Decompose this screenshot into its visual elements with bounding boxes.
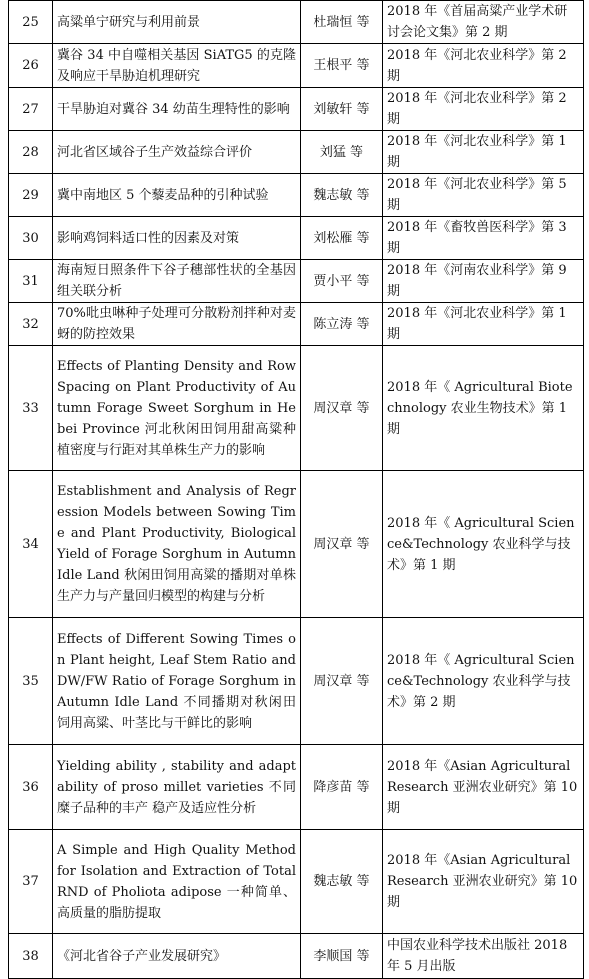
entry-source: 2018 年《Asian Agricultural Research 亚洲农业研究》第 10 期 [383,745,584,830]
entry-title: 干旱胁迫对冀谷 34 幼苗生理特性的影响 [53,88,301,131]
table-row [9,745,584,830]
entry-author: 刘敏轩 等 [301,88,383,131]
entry-source: 2018 年《河北农业科学》第 2 期 [383,44,584,88]
table-row [9,618,584,745]
entry-number: 35 [9,618,53,745]
table-row [9,88,584,131]
entry-source: 2018 年《 Agricultural Biotechnology 农业生物技术》第 1 期 [383,346,584,471]
table-row [9,174,584,217]
entry-title: 冀中南地区 5 个藜麦品种的引种试验 [53,174,301,217]
entry-author: 李顺国 等 [301,934,383,979]
entry-number: 26 [9,44,53,88]
table-row [9,303,584,346]
entry-number: 36 [9,745,53,830]
publication-table [8,0,584,979]
entry-title: 冀谷 34 中自噬相关基因 SiATG5 的克隆及响应干旱胁迫机理研究 [53,44,301,88]
entry-author: 贾小平 等 [301,260,383,303]
table-row [9,830,584,934]
entry-title: 海南短日照条件下谷子穗部性状的全基因组关联分析 [53,260,301,303]
entry-author: 周汉章 等 [301,618,383,745]
entry-title: 70%吡虫啉种子处理可分散粉剂拌种对麦蚜的防控效果 [53,303,301,346]
entry-number: 27 [9,88,53,131]
table-row [9,44,584,88]
entry-source: 2018 年《Asian Agricultural Research 亚洲农业研究》第 10 期 [383,830,584,934]
entry-number: 32 [9,303,53,346]
table-row [9,217,584,260]
entry-author: 魏志敏 等 [301,174,383,217]
entry-number: 29 [9,174,53,217]
entry-author: 刘松雁 等 [301,217,383,260]
publication-table-body [9,1,584,979]
entry-author: 王根平 等 [301,44,383,88]
entry-author: 降彦苗 等 [301,745,383,830]
table-row [9,934,584,979]
entry-number: 25 [9,1,53,44]
entry-number: 33 [9,346,53,471]
entry-number: 31 [9,260,53,303]
entry-author: 魏志敏 等 [301,830,383,934]
entry-title: Effects of Planting Density and Row Spacing on Plant Productivity of Autumn Forage Sweet Sorghum in Hebei Province 河北秋闲田饲用甜高粱种植密度与行距对其单株生产力的影响 [53,346,301,471]
entry-source: 2018 年《首届高粱产业学术研讨会论文集》第 2 期 [383,1,584,44]
entry-number: 30 [9,217,53,260]
entry-title: 高粱单宁研究与利用前景 [53,1,301,44]
entry-source: 2018 年《河北农业科学》第 1 期 [383,131,584,174]
entry-title: 影响鸡饲料适口性的因素及对策 [53,217,301,260]
entry-number: 28 [9,131,53,174]
entry-title: Effects of Different Sowing Times on Plant height, Leaf Stem Ratio and DW/FW Ratio of Forage Sorghum in Autumn Idle Land 不同播期对秋闲田饲用高粱、叶茎比与干鲜比的影响 [53,618,301,745]
entry-title: 河北省区域谷子生产效益综合评价 [53,131,301,174]
entry-source: 2018 年《 Agricultural Science&Technology 农业科学与技术》第 2 期 [383,618,584,745]
entry-source: 2018 年《河北农业科学》第 2 期 [383,88,584,131]
entry-title: A Simple and High Quality Method for Isolation and Extraction of Total RND of Pholiota adipose 一种简单、高质量的脂肪提取 [53,830,301,934]
entry-author: 周汉章 等 [301,471,383,618]
entry-source: 2018 年《 Agricultural Science&Technology 农业科学与技术》第 1 期 [383,471,584,618]
table-row [9,260,584,303]
entry-source: 2018 年《畜牧兽医科学》第 3 期 [383,217,584,260]
entry-title: Yielding ability , stability and adaptability of proso millet varieties 不同糜子品种的丰产 稳产及适应性分析 [53,745,301,830]
table-row [9,131,584,174]
entry-author: 陈立涛 等 [301,303,383,346]
entry-title: 《河北省谷子产业发展研究》 [53,934,301,979]
entry-author: 刘猛 等 [301,131,383,174]
entry-source: 中国农业科学技术出版社 2018 年 5 月出版 [383,934,584,979]
entry-author: 周汉章 等 [301,346,383,471]
table-row [9,1,584,44]
entry-number: 37 [9,830,53,934]
entry-source: 2018 年《河北农业科学》第 5 期 [383,174,584,217]
entry-source: 2018 年《河北农业科学》第 1 期 [383,303,584,346]
entry-number: 38 [9,934,53,979]
table-row [9,471,584,618]
entry-title: Establishment and Analysis of Regression Models between Sowing Time and Plant Productivity, Biological Yield of Forage Sorghum in Autumn Idle Land 秋闲田饲用高粱的播期对单株生产力与产量回归模型的构建与分析 [53,471,301,618]
entry-author: 杜瑞恒 等 [301,1,383,44]
entry-number: 34 [9,471,53,618]
entry-source: 2018 年《河南农业科学》第 9 期 [383,260,584,303]
table-row [9,346,584,471]
